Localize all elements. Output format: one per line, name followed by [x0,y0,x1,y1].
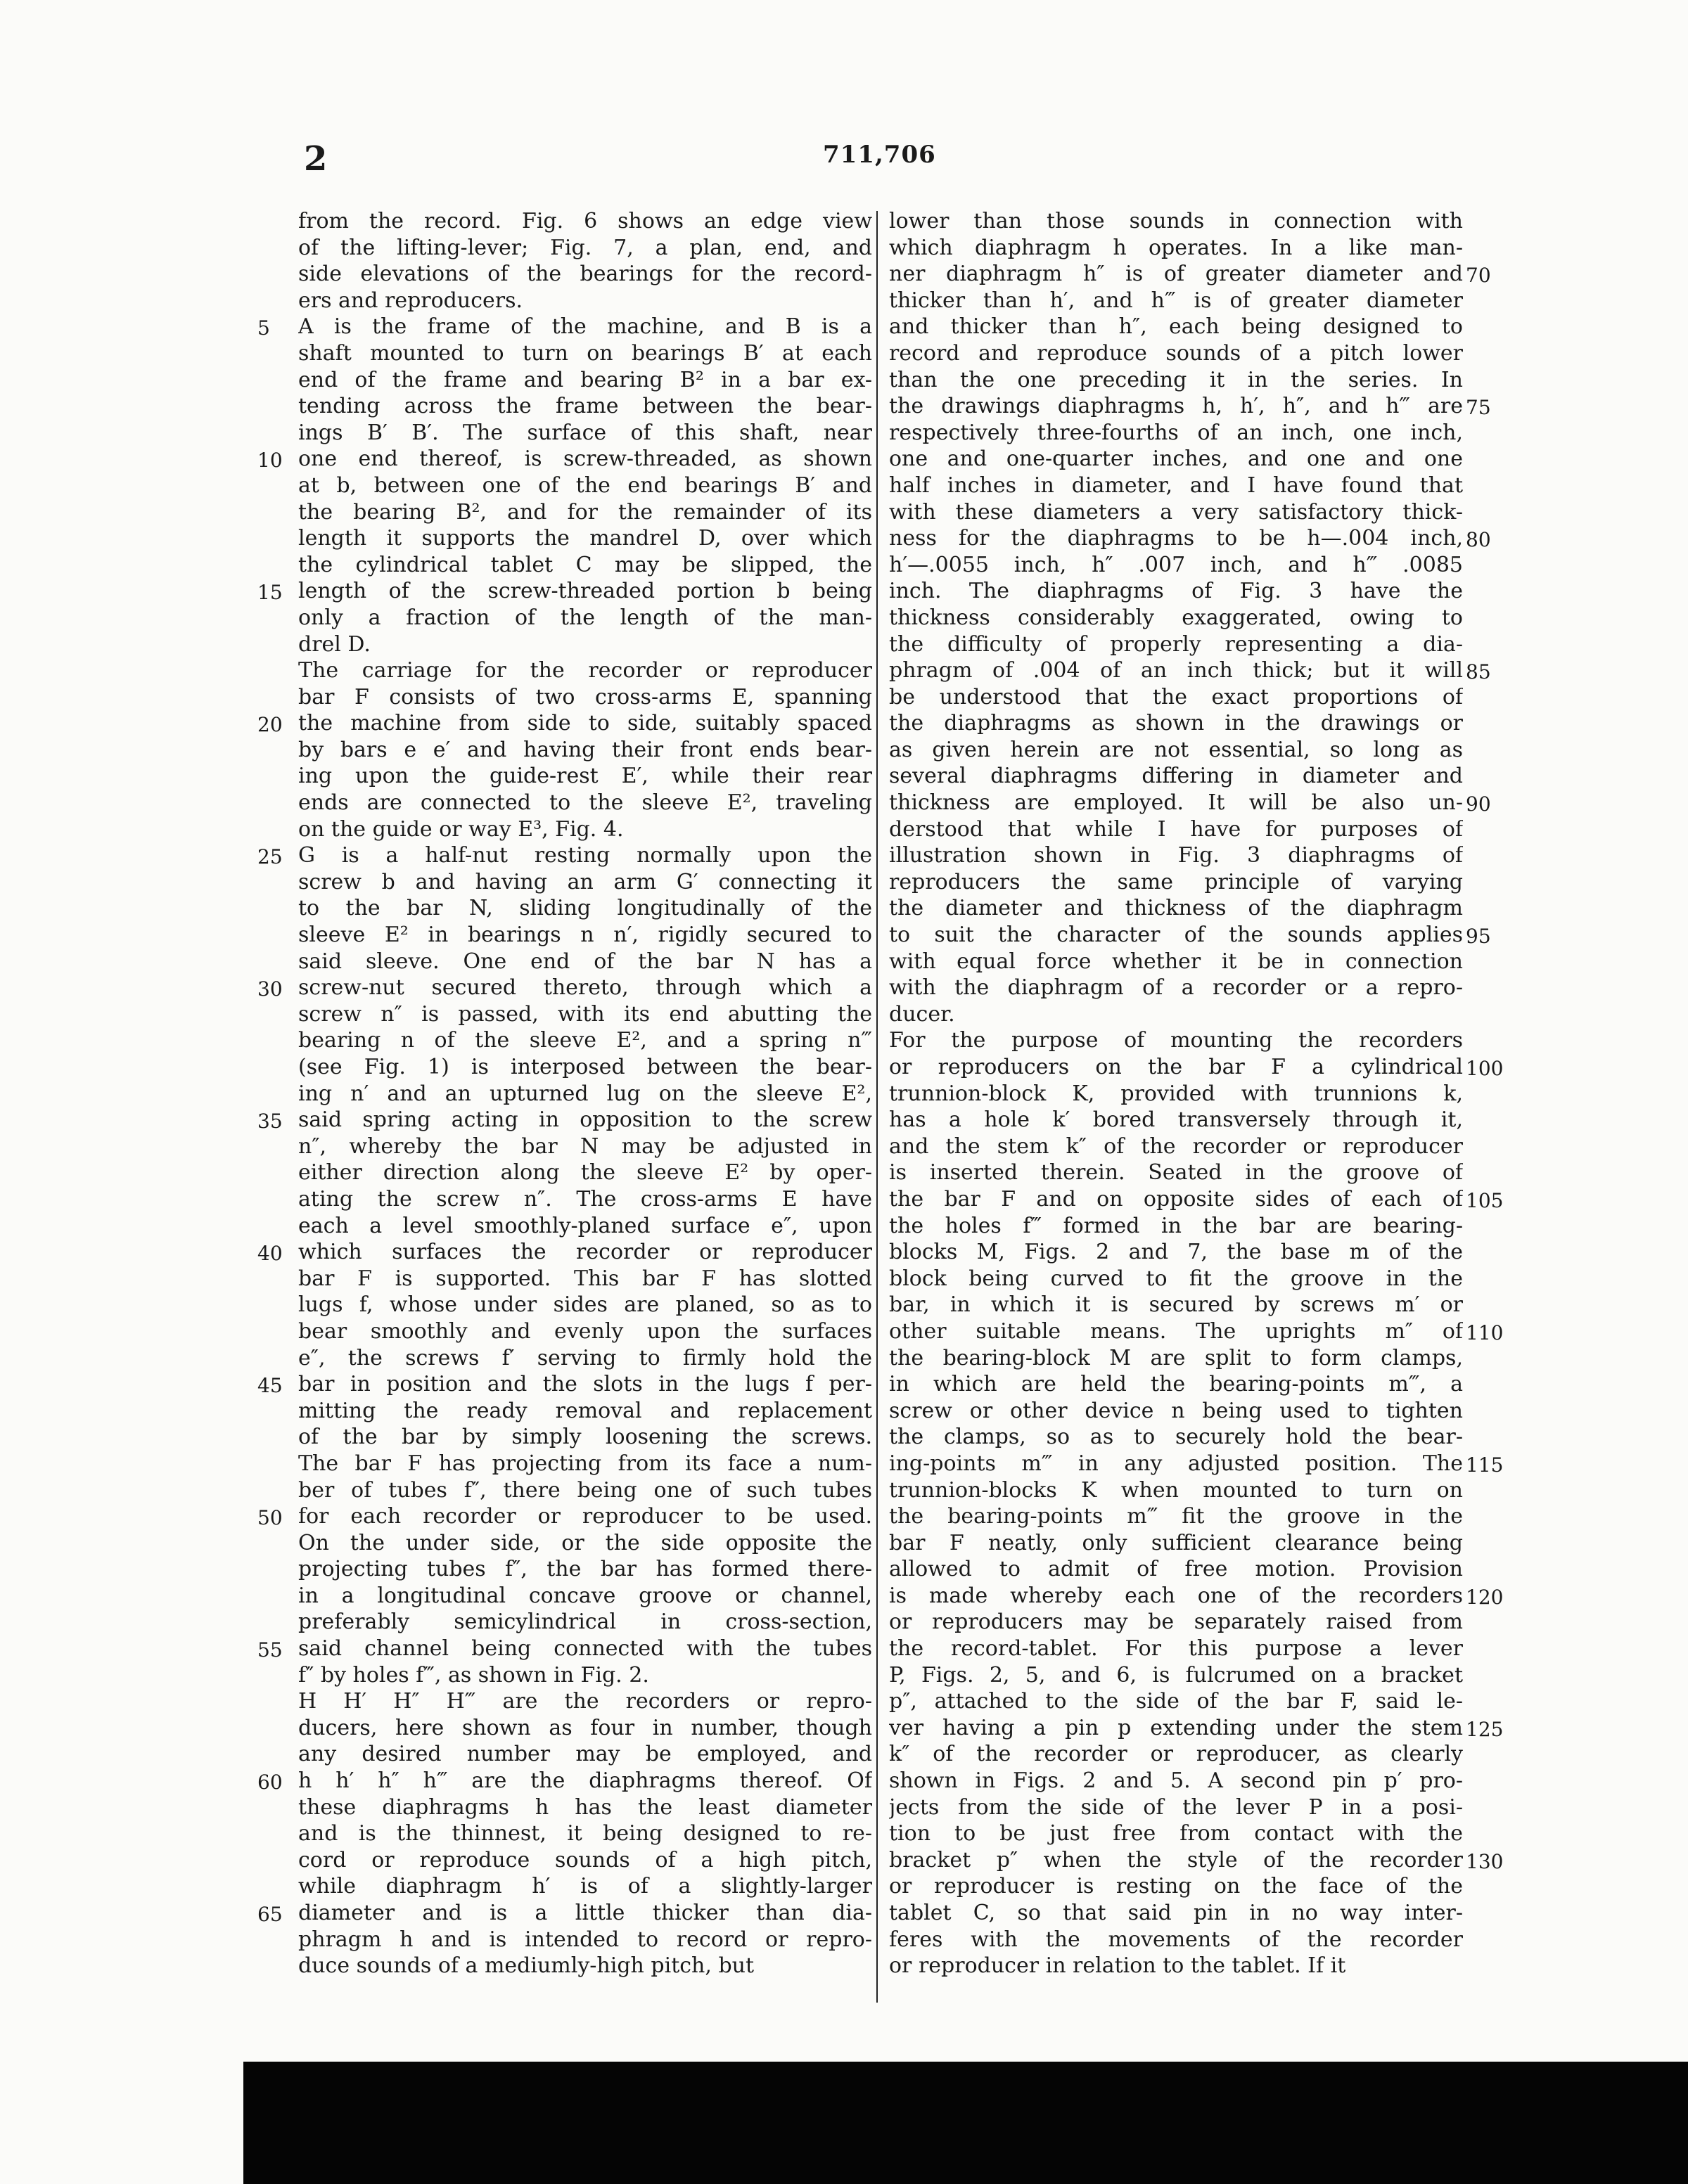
column-divider [876,211,878,2003]
text-line: bearing n of the sleeve E², and a spring n‴ [298,1028,872,1053]
text-line: which diaphragm h operates. In a like man- [889,235,1463,260]
text-line: of the lifting-lever; Fig. 7, a plan, end, and [298,235,872,260]
text-line: The carriage for the recorder or reproducer [298,658,872,683]
text-line: said channel being connected with the tubes [298,1636,872,1662]
text-line: or reproducers may be separately raised from [889,1610,1463,1635]
text-line: these diaphragms h has the least diameter [298,1794,872,1820]
text-line: H H′ H″ H‴ are the recorders or repro- [298,1689,872,1714]
text-line: said spring acting in opposition to the screw [298,1107,872,1133]
text-line: screw or other device n being used to tighten [889,1398,1463,1423]
text-line: e″, the screws f′ serving to firmly hold the [298,1345,872,1370]
line-number: 50 [257,1506,283,1530]
text-line: drel D. [298,631,371,657]
line-number: 105 [1466,1189,1504,1213]
line-number: 95 [1466,925,1491,949]
left-text-column [298,208,872,1979]
text-line: sleeve E² in bearings n n′, rigidly secured to [298,923,872,948]
text-line: the bearing-points m‴ fit the groove in the [889,1504,1463,1529]
text-line: feres with the movements of the recorder [889,1927,1463,1952]
text-line: in a longitudinal concave groove or channel, [298,1583,872,1608]
text-line: only a fraction of the length of the man- [298,605,872,630]
text-line: length it supports the mandrel D, over which [298,526,872,551]
text-line: For the purpose of mounting the recorders [889,1028,1463,1053]
text-line: the holes f‴ formed in the bar are bearing- [889,1213,1463,1238]
text-line: the clamps, so as to securely hold the bear- [889,1425,1463,1450]
text-line: which surfaces the recorder or reproducer [298,1240,872,1265]
text-line: be understood that the exact proportions of [889,684,1463,709]
line-number: 115 [1466,1453,1504,1477]
text-line: bar F is supported. This bar F has slotted [298,1266,872,1291]
text-line: screw-nut secured thereto, through which a [298,975,872,1001]
text-line: projecting tubes f″, the bar has formed there- [298,1557,872,1582]
scan-border [243,2062,1688,2184]
text-line: the difficulty of properly representing a dia- [889,631,1463,657]
text-line: thickness considerably exaggerated, owing to [889,605,1463,630]
line-number: 65 [257,1903,283,1927]
text-line: phragm h and is intended to record or repro- [298,1927,872,1952]
text-line: derstood that while I have for purposes of [889,816,1463,842]
line-number: 60 [257,1771,283,1794]
text-line: and is the thinnest, it being designed to re- [298,1821,872,1846]
line-number: 55 [257,1638,283,1662]
text-line: duce sounds of a mediumly-high pitch, but [298,1953,755,1979]
text-line: on the guide or way E³, Fig. 4. [298,816,624,842]
line-number: 100 [1466,1057,1504,1081]
text-line: ings B′ B′. The surface of this shaft, near [298,420,872,445]
text-line: lugs f, whose under sides are planed, so as to [298,1292,872,1318]
line-number: 80 [1466,528,1491,552]
text-line: while diaphragm h′ is of a slightly-larger [298,1874,872,1899]
text-line: to suit the character of the sounds applies [889,923,1463,948]
text-line: diameter and is a little thicker than dia- [298,1901,872,1925]
text-line: and the stem k″ of the recorder or reproducer [889,1133,1463,1159]
text-line: as given herein are not essential, so long as [889,737,1463,762]
text-line: the drawings diaphragms h, h′, h″, and h‴ are [889,394,1463,419]
text-line: length of the screw-threaded portion b being [298,579,872,604]
text-line: several diaphragms differing in diameter and [889,764,1463,789]
text-line: ing upon the guide-rest E′, while their rear [298,764,872,789]
text-line: and thicker than h″, each being designed to [889,314,1463,340]
text-line: than the one preceding it in the series. In [889,367,1463,392]
text-line: ing n′ and an upturned lug on the sleeve E², [298,1081,872,1106]
text-line: blocks M, Figs. 2 and 7, the base m of the [889,1240,1463,1265]
text-line: bar F consists of two cross-arms E, spanning [298,684,872,709]
text-line: for each recorder or reproducer to be used. [298,1504,872,1529]
text-line: inch. The diaphragms of Fig. 3 have the [889,579,1463,604]
line-number: 5 [257,316,270,340]
text-line: cord or reproduce sounds of a high pitch, [298,1847,872,1873]
text-line: p″, attached to the side of the bar F, said le- [889,1689,1463,1714]
text-line: bar, in which it is secured by screws m′ or [889,1292,1463,1318]
text-line: is inserted therein. Seated in the groove of [889,1160,1463,1186]
line-number: 120 [1466,1586,1504,1610]
text-line: bracket p″ when the style of the recorder [889,1847,1463,1873]
text-line: h′—.0055 inch, h″ .007 inch, and h‴ .0085 [889,552,1463,577]
text-line: ends are connected to the sleeve E², traveling [298,790,872,816]
text-line: n″, whereby the bar N may be adjusted in [298,1133,872,1159]
text-line: mitting the ready removal and replacement [298,1398,872,1423]
text-line: of the bar by simply loosening the screws. [298,1425,872,1450]
right-text-column [889,208,1463,1979]
text-line: On the under side, or the side opposite the [298,1530,872,1555]
text-line: record and reproduce sounds of a pitch lower [889,340,1463,366]
text-line: bear smoothly and evenly upon the surfaces [298,1318,872,1344]
text-line: the record-tablet. For this purpose a lever [889,1636,1463,1662]
text-line: each a level smoothly-planed surface e″, upon [298,1213,872,1238]
text-line: end of the frame and bearing B² in a bar ex- [298,367,872,392]
text-line: lower than those sounds in connection with [889,209,1463,233]
text-line: is made whereby each one of the recorders [889,1583,1463,1608]
text-line: or reproducer in relation to the tablet. If it [889,1953,1346,1979]
text-line: A is the frame of the machine, and B is a [298,314,872,340]
text-line: screw n″ is passed, with its end abutting the [298,1001,872,1027]
text-line: ver having a pin p extending under the stem [889,1715,1463,1740]
text-line: ating the screw n″. The cross-arms E have [298,1186,872,1212]
text-line: ness for the diaphragms to be h—.004 inch, [889,526,1463,551]
text-line: ducer. [889,1001,955,1027]
text-line: the bar F and on opposite sides of each of [889,1186,1463,1212]
text-line: ducers, here shown as four in number, though [298,1715,872,1740]
text-line: with the diaphragm of a recorder or a repro- [889,975,1463,1001]
text-line: ing-points m‴ in any adjusted position. The [889,1451,1463,1476]
text-line: in which are held the bearing-points m‴, a [889,1372,1463,1397]
text-line: bar F neatly, only sufficient clearance being [889,1530,1463,1555]
text-line: thickness are employed. It will be also un- [889,790,1463,816]
text-line: shown in Figs. 2 and 5. A second pin p′ pro- [889,1768,1463,1794]
text-line: the bearing-block M are split to form clamps, [889,1345,1463,1370]
line-number: 130 [1466,1850,1504,1874]
text-line: tablet C, so that said pin in no way inter- [889,1901,1463,1925]
text-line: any desired number may be employed, and [298,1742,872,1767]
text-line: or reproducer is resting on the face of the [889,1874,1463,1899]
line-number: 40 [257,1242,283,1266]
text-line: or reproducers on the bar F a cylindrical [889,1055,1463,1079]
text-line: one and one-quarter inches, and one and one [889,447,1463,472]
text-line: said sleeve. One end of the bar N has a [298,949,872,974]
text-line: ber of tubes f″, there being one of such tubes [298,1477,872,1503]
line-number: 90 [1466,792,1491,816]
text-line: preferably semicylindrical in cross-section, [298,1610,872,1635]
text-line: the diaphragms as shown in the drawings or [889,711,1463,736]
text-line: jects from the side of the lever P in a posi- [889,1794,1463,1820]
text-line: f″ by holes f‴, as shown in Fig. 2. [298,1662,649,1688]
text-line: The bar F has projecting from its face a num- [298,1451,872,1476]
text-line: trunnion-block K, provided with trunnions k, [889,1081,1463,1106]
text-line: either direction along the sleeve E² by oper- [298,1160,872,1186]
text-line: the cylindrical tablet C may be slipped, the [298,552,872,577]
text-line: phragm of .004 of an inch thick; but it will [889,658,1463,683]
text-line: reproducers the same principle of varying [889,869,1463,894]
text-line: to the bar N, sliding longitudinally of the [298,896,872,921]
text-line: thicker than h′, and h‴ is of greater diameter [889,288,1463,313]
text-line: block being curved to fit the groove in the [889,1266,1463,1291]
line-number: 70 [1466,264,1491,288]
text-line: P, Figs. 2, 5, and 6, is fulcrumed on a bracket [889,1662,1463,1688]
text-line: shaft mounted to turn on bearings B′ at each [298,340,872,366]
line-number: 125 [1466,1718,1504,1742]
line-number: 45 [257,1374,283,1398]
text-line: allowed to admit of free motion. Provision [889,1557,1463,1582]
line-number: 75 [1466,396,1491,420]
text-line: illustration shown in Fig. 3 diaphragms of [889,843,1463,868]
text-line: k″ of the recorder or reproducer, as clearly [889,1742,1463,1767]
line-number: 30 [257,977,283,1001]
line-number: 85 [1466,660,1491,684]
text-line: with equal force whether it be in connection [889,949,1463,974]
text-line: one end thereof, is screw-threaded, as shown [298,447,872,472]
text-line: at b, between one of the end bearings B′ and [298,473,872,498]
text-line: side elevations of the bearings for the record- [298,262,872,287]
text-line: tion to be just free from contact with the [889,1821,1463,1846]
text-line: other suitable means. The uprights m″ of [889,1318,1463,1344]
text-line: by bars e e′ and having their front ends bear- [298,737,872,762]
text-line: has a hole k′ bored transversely through it, [889,1107,1463,1133]
text-line: h h′ h″ h‴ are the diaphragms thereof. Of [298,1768,872,1794]
text-line: the diameter and thickness of the diaphragm [889,896,1463,921]
text-line: tending across the frame between the bear- [298,394,872,419]
text-line: with these diameters a very satisfactory thick- [889,499,1463,525]
line-number: 35 [257,1110,283,1133]
text-line: the machine from side to side, suitably spaced [298,711,872,736]
text-line: ers and reproducers. [298,288,523,313]
text-line: from the record. Fig. 6 shows an edge view [298,209,872,233]
text-line: ner diaphragm h″ is of greater diameter and [889,262,1463,287]
text-line: (see Fig. 1) is interposed between the bear- [298,1055,872,1079]
text-line: trunnion-blocks K when mounted to turn on [889,1477,1463,1503]
line-number: 25 [257,845,283,869]
text-line: the bearing B², and for the remainder of its [298,499,872,525]
line-number: 15 [257,581,283,605]
page-number: 2 [304,139,328,179]
text-line: screw b and having an arm G′ connecting it [298,869,872,894]
line-number: 110 [1466,1321,1504,1345]
text-line: respectively three-fourths of an inch, one inch, [889,420,1463,445]
line-number: 20 [257,713,283,737]
text-line: G is a half-nut resting normally upon the [298,843,872,868]
patent-number: 711,706 [823,141,936,169]
text-line: bar in position and the slots in the lugs f per- [298,1372,872,1397]
line-number: 10 [257,449,283,473]
text-line: half inches in diameter, and I have found that [889,473,1463,498]
